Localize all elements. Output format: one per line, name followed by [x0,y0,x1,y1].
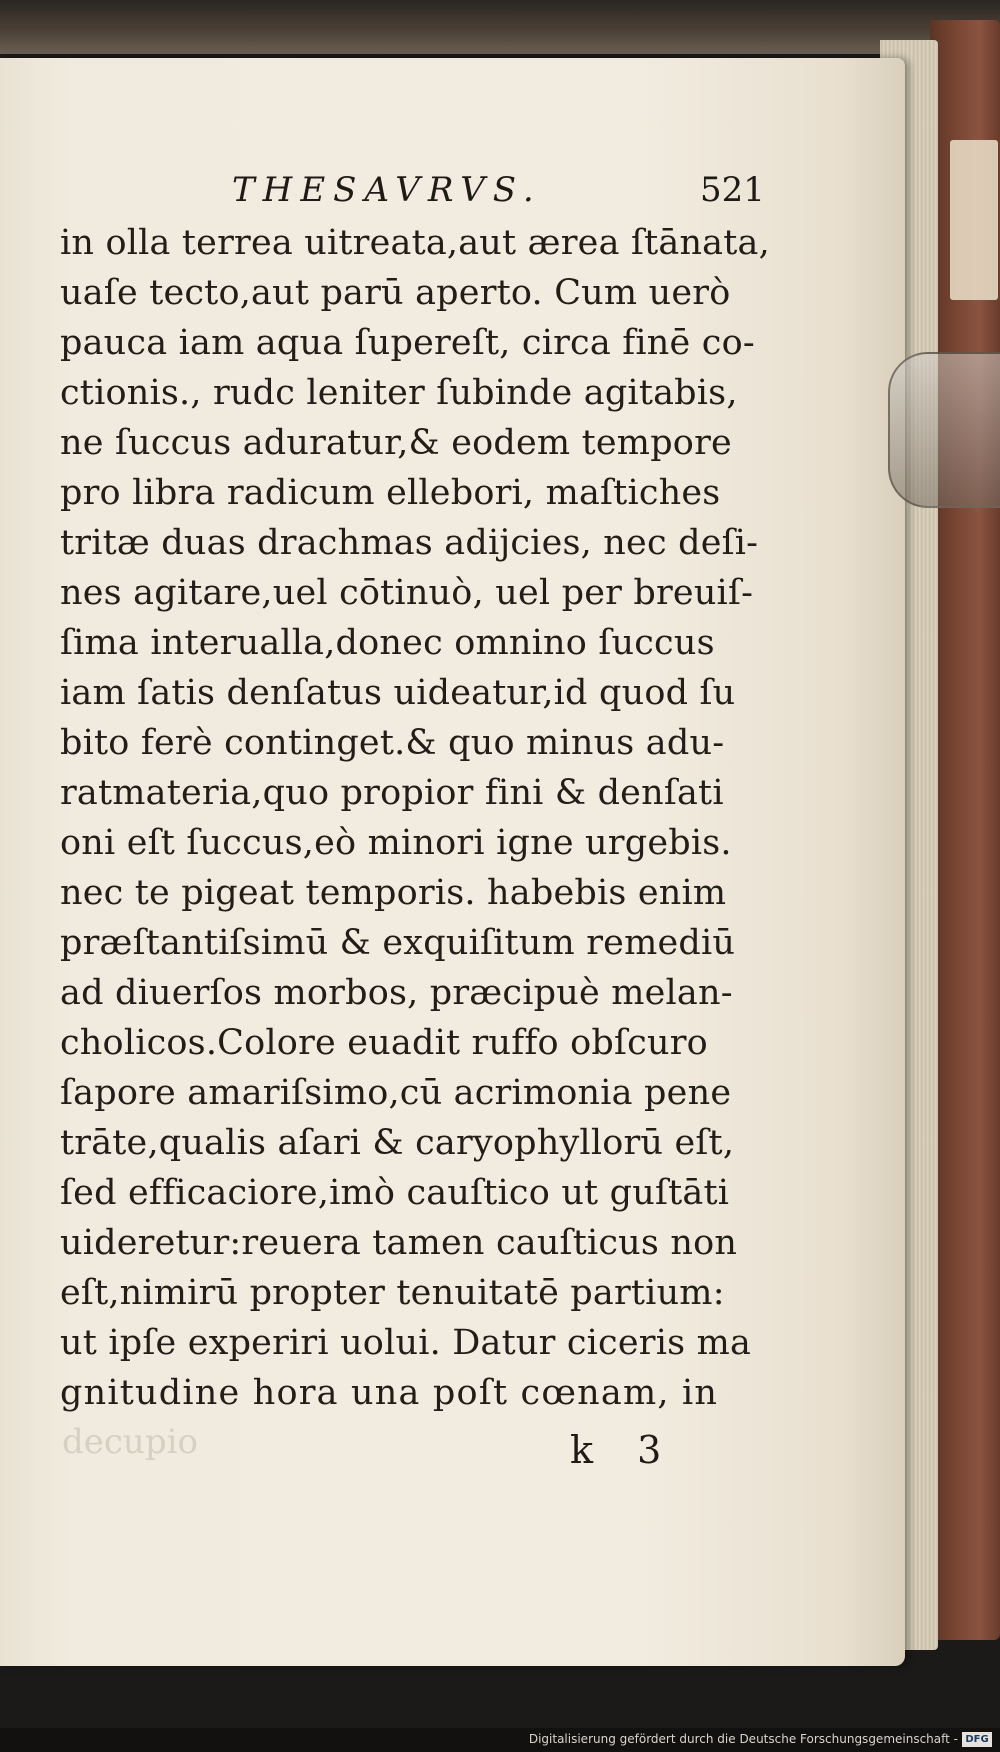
text-line: tritæ duas drachmas adijcies, nec deſi- [60,523,759,563]
text-line: præſtantiſsimū & exquiſitum remediū [60,923,736,963]
text-line: cholicos.Colore euadit ruffo obſcuro [60,1023,708,1063]
text-line: ſapore amariſsimo,cū acrimonia pene [60,1073,732,1113]
text-line: oni eſt ſuccus,eò minori igne urgebis. [60,823,732,863]
body-text [60,218,770,1418]
text-line: uideretur:reuera tamen cauſticus non [60,1223,738,1263]
dfg-logo: DFG [962,1732,992,1747]
page-number: 521 [700,170,765,210]
text-line: ut ipſe experiri uolui. Datur ciceris ma [60,1323,752,1363]
text-line: trāte,qualis aſari & caryophyllorū eſt, [60,1123,735,1163]
text-line: ratmateria,quo propior fini & denſati [60,773,724,813]
signature-mark: k 3 [570,1428,678,1472]
text-line: gnitudine hora una poſt cœnam, in [60,1373,719,1413]
text-line: nes agitare,uel cōtinuò, uel per breuiſ- [60,573,754,613]
show-through-catchword: decupio [62,1422,198,1462]
text-line: ſima interualla,donec omnino ſuccus [60,623,715,663]
digitization-footer [0,1728,1000,1752]
text-line: uaſe tecto,aut parū aperto. Cum uerò [60,273,731,313]
running-head: THESAVRVS. [232,170,542,210]
text-line: iam ſatis denſatus uideatur,id quod ſu [60,673,736,713]
page-clip [888,352,1000,508]
text-line: nec te pigeat temporis. habebis enim [60,873,727,913]
text-line: eſt,nimirū propter tenuitatē partium: [60,1273,725,1313]
text-line: pro libra radicum ellebori, maſtiches [60,473,721,513]
funding-credit: Digitalisierung gefördert durch die Deutsche Forschungsgemeinschaft - [528,1732,958,1746]
book-top-edge [0,0,1000,54]
text-line: ctionis., rudc leniter ſubinde agitabis, [60,373,738,413]
text-line: pauca iam aqua ſupereſt, circa finē co- [60,323,755,363]
text-line: in olla terrea uitreata,aut ærea ſtānata, [60,223,770,263]
text-line: ſed efficaciore,imò cauſtico ut guſtāti [60,1173,730,1213]
cover-paper-label [950,140,998,300]
text-line: bito ferè continget.& quo minus adu- [60,723,725,763]
page-header [60,170,765,220]
text-line: ne ſuccus aduratur,& eodem tempore [60,423,732,463]
text-line: ad diuerſos morbos, præcipuè melan- [60,973,733,1013]
